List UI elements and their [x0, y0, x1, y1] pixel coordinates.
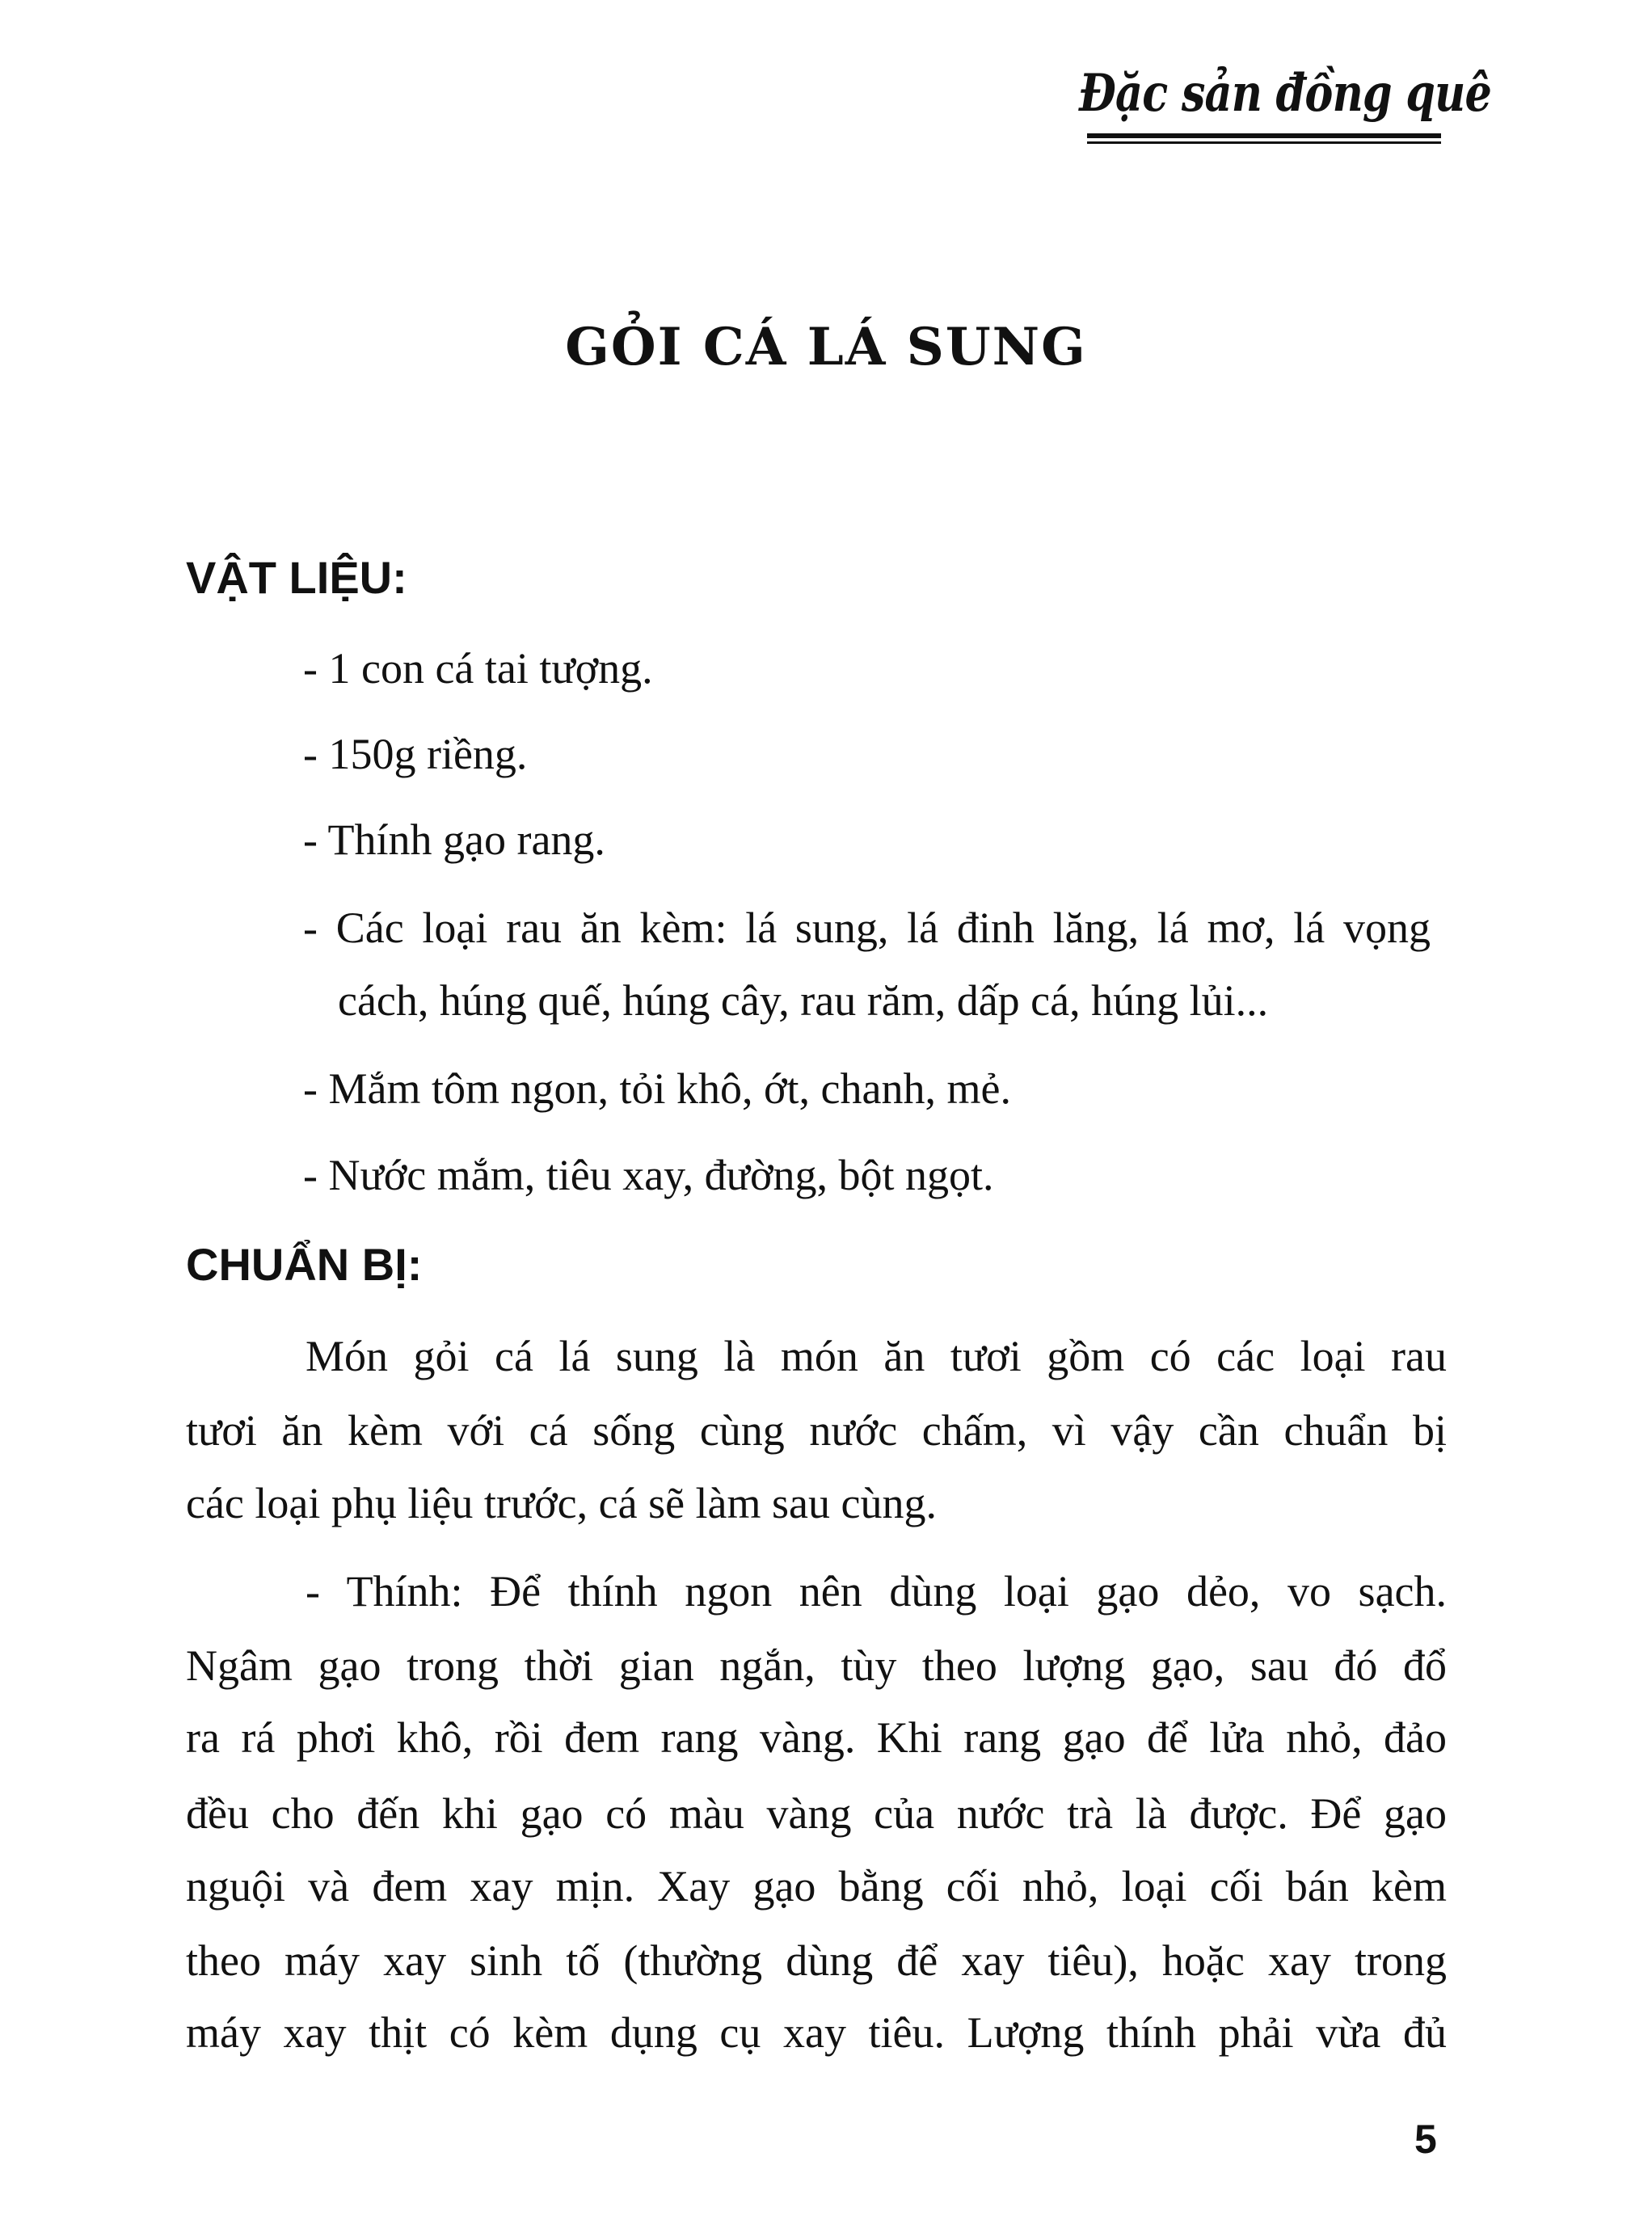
paragraph-line: các loại phụ liệu trước, cá sẽ làm sau cùng. — [186, 1479, 937, 1527]
header-rule — [1087, 133, 1441, 138]
ingredients-heading: VẬT LIỆU: — [186, 552, 407, 603]
ingredient-item: - Mắm tôm ngon, tỏi khô, ớt, chanh, mẻ. — [303, 1064, 1011, 1113]
ingredient-item: - Thính gạo rang. — [303, 815, 605, 864]
page-number: 5 — [1414, 2117, 1437, 2162]
ingredient-item: - Các loại rau ăn kèm: lá sung, lá đinh lăng, lá mơ, lá vọng — [303, 904, 1431, 952]
ingredient-item-continued: cách, húng quế, húng cây, rau răm, dấp cá, húng lủi... — [338, 976, 1269, 1025]
paragraph-line: theo máy xay sinh tố (thường dùng để xay tiêu), hoặc xay trong — [186, 1936, 1447, 1985]
ingredient-item: - 150g riềng. — [303, 730, 528, 778]
header-rule-thin — [1087, 141, 1441, 144]
paragraph-line: đều cho đến khi gạo có màu vàng của nước trà là được. Để gạo — [186, 1789, 1447, 1838]
ingredient-item: - 1 con cá tai tượng. — [303, 644, 653, 693]
recipe-title: GỎI CÁ LÁ SUNG — [565, 317, 1087, 377]
preparation-heading: CHUẨN BỊ: — [186, 1239, 423, 1290]
paragraph-line: tươi ăn kèm với cá sống cùng nước chấm, vì vậy cần chuẩn bị — [186, 1406, 1447, 1455]
paragraph-line: Ngâm gạo trong thời gian ngắn, tùy theo lượng gạo, sau đó đổ — [186, 1641, 1447, 1690]
running-header: Đặc sản đồng quê — [1079, 63, 1492, 124]
ingredient-item: - Nước mắm, tiêu xay, đường, bột ngọt. — [303, 1151, 994, 1199]
paragraph-line: Món gỏi cá lá sung là món ăn tươi gồm có các loại rau — [306, 1332, 1447, 1380]
paragraph-line: nguội và đem xay mịn. Xay gạo bằng cối nhỏ, loại cối bán kèm — [186, 1862, 1447, 1911]
paragraph-line: máy xay thịt có kèm dụng cụ xay tiêu. Lượng thính phải vừa đủ — [186, 2008, 1447, 2057]
paragraph-line: - Thính: Để thính ngon nên dùng loại gạo dẻo, vo sạch. — [306, 1567, 1447, 1616]
paragraph-line: ra rá phơi khô, rồi đem rang vàng. Khi rang gạo để lửa nhỏ, đảo — [186, 1713, 1447, 1762]
